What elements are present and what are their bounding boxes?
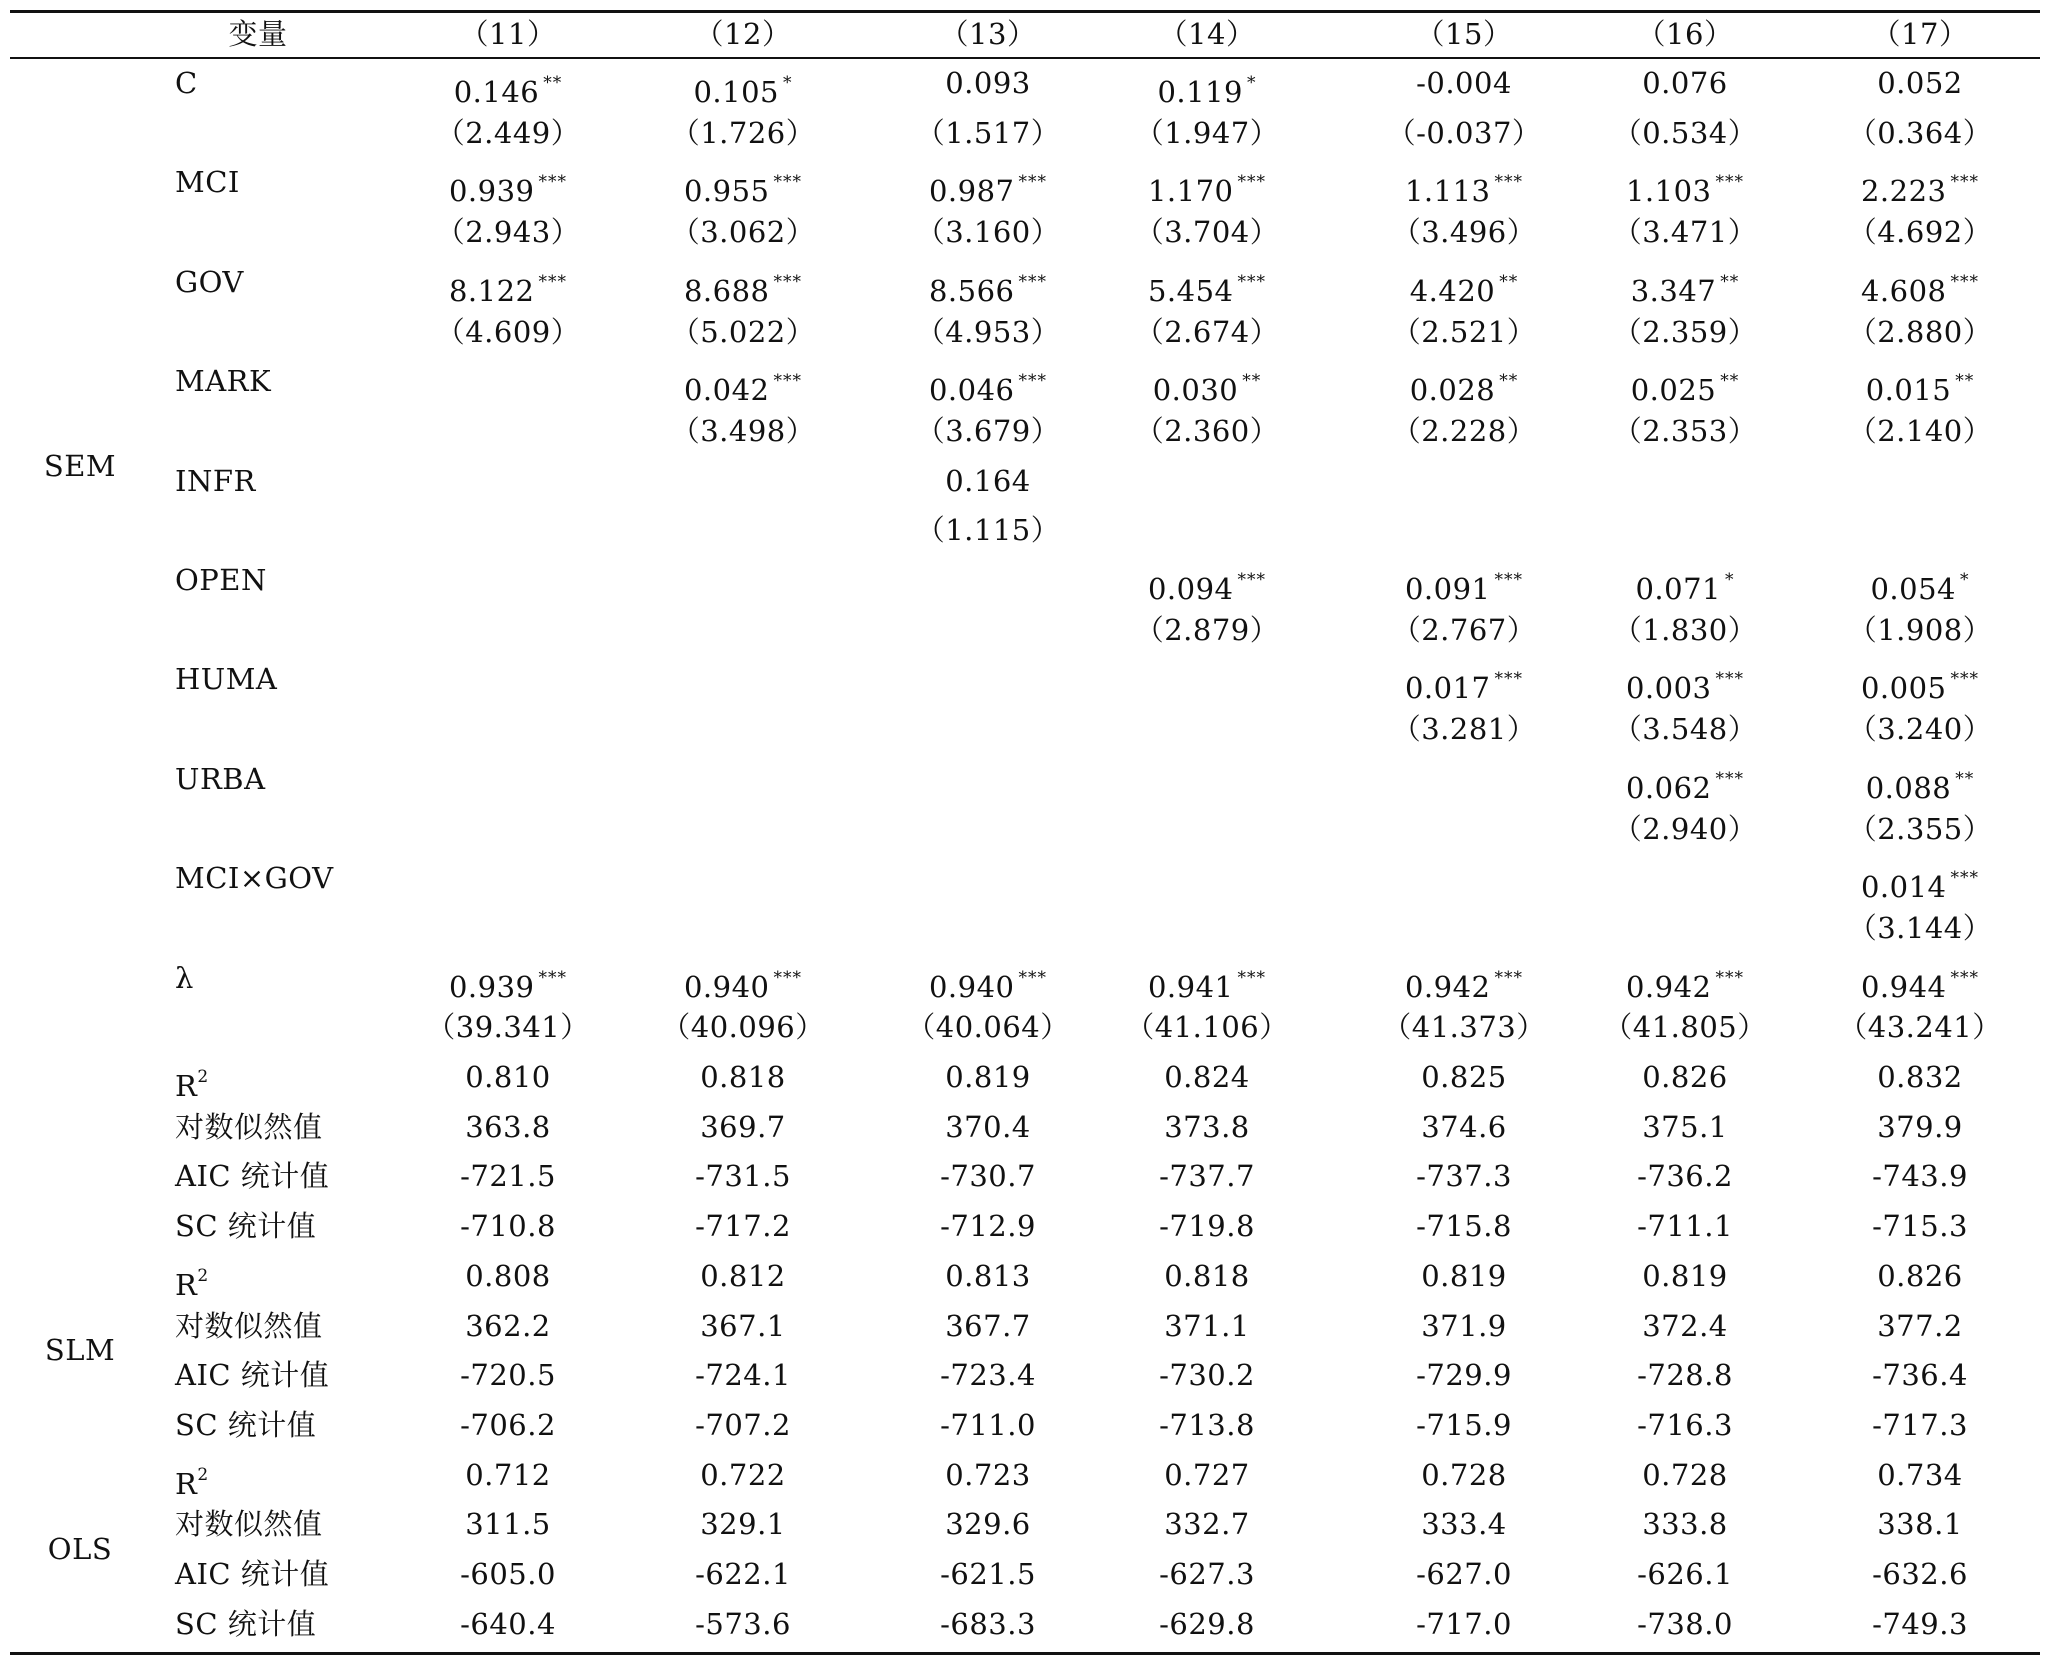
coef-value (1720, 63, 2048, 103)
var-label-huma: HUMA (175, 662, 278, 697)
significance-stars: ** (1955, 768, 1975, 789)
stat-value: 0.818 (700, 1060, 786, 1094)
coef-number: 0.944 (1860, 969, 1947, 1004)
t-statistic: （2.880） (1847, 314, 1993, 349)
stat-value: 367.7 (945, 1308, 1031, 1343)
t-statistic: （4.692） (1847, 215, 1993, 250)
stat-value: 0.819 (945, 1060, 1031, 1094)
stat-value: -731.5 (695, 1159, 791, 1194)
stat-label (175, 1355, 329, 1395)
stat-value: -721.5 (460, 1159, 556, 1194)
t-statistic: （3.281） (1391, 712, 1537, 747)
coef-number: 2.223 (1860, 174, 1947, 209)
stat-value: -737.7 (1159, 1159, 1255, 1194)
stat-value: 329.1 (700, 1507, 786, 1542)
stat-value: -710.8 (460, 1209, 556, 1244)
coef-value (1720, 262, 2048, 308)
stat-value: -629.8 (1159, 1606, 1255, 1641)
stat-value: 0.728 (1642, 1457, 1728, 1492)
significance-stars: *** (1950, 967, 1980, 988)
stat-value: 0.818 (1164, 1258, 1250, 1293)
coef-number: 0.088 (1865, 770, 1952, 805)
significance-stars: *** (1018, 271, 1048, 292)
t-statistic: （2.353） (1612, 413, 1758, 448)
stat-label-text: AIC 统计值 (175, 1358, 330, 1393)
t-statistic: （5.022） (670, 314, 816, 349)
t-statistic: （2.449） (435, 115, 581, 150)
t-statistic: （3.144） (1847, 910, 1993, 945)
coef-number: 0.940 (928, 969, 1015, 1004)
stat-label (175, 1504, 323, 1544)
stat-value: 0.734 (1877, 1457, 1963, 1492)
stat-value: -715.9 (1416, 1407, 1512, 1442)
stat-label (175, 1405, 316, 1445)
t-statistic: （3.679） (915, 413, 1061, 448)
stat-value: 0.812 (700, 1258, 786, 1293)
header-col-15: （15） (1415, 17, 1513, 51)
coef-number: 4.608 (1860, 273, 1947, 308)
t-statistic: （2.228） (1391, 413, 1537, 448)
significance-stars: *** (1494, 669, 1524, 690)
group-label-ols: OLS (47, 1532, 113, 1567)
significance-stars: *** (773, 967, 803, 988)
t-statistic: （2.674） (1134, 314, 1280, 349)
coef-number: 0.941 (1147, 969, 1234, 1004)
stat-value: -736.2 (1637, 1159, 1733, 1194)
stat-value: -715.8 (1416, 1209, 1512, 1244)
significance-stars: *** (1950, 172, 1980, 193)
stat-value: -730.7 (940, 1159, 1036, 1194)
header-col-14: （14） (1158, 17, 1256, 51)
coef-number: 0.025 (1630, 373, 1717, 408)
stat-value: -706.2 (460, 1407, 556, 1442)
stat-label-text: 对数似然值 (175, 1109, 323, 1144)
significance-stars: *** (1950, 271, 1980, 292)
t-statistic: （2.360） (1134, 413, 1280, 448)
header-col-17: （17） (1871, 17, 1969, 51)
var-label-c: C (175, 66, 198, 100)
var-label-open: OPEN (175, 563, 267, 597)
stat-label-sup: 2 (197, 1265, 209, 1286)
stat-label (175, 1604, 316, 1644)
stat-value: -737.3 (1416, 1159, 1512, 1194)
significance-stars: *** (773, 271, 803, 292)
stat-value: 0.810 (465, 1060, 551, 1094)
coef-number: -0.004 (1416, 66, 1512, 100)
coef-number: 0.955 (683, 174, 770, 209)
t-statistic: （41.106） (1125, 1010, 1289, 1045)
stat-value: -711.0 (940, 1407, 1036, 1442)
stat-value: -724.1 (695, 1358, 791, 1393)
t-statistic: （3.062） (670, 215, 816, 250)
significance-stars: *** (1237, 271, 1267, 292)
coef-value (1720, 858, 2048, 905)
t-statistic: （3.548） (1612, 712, 1758, 747)
stat-label-text: 对数似然值 (175, 1308, 323, 1343)
coef-number: 0.164 (945, 463, 1031, 498)
t-statistic: （40.064） (906, 1010, 1070, 1045)
stat-label-text: R (175, 1069, 198, 1103)
t-statistic: （1.830） (1612, 612, 1758, 647)
stat-value: 0.819 (1421, 1258, 1507, 1293)
stat-value: -627.0 (1416, 1557, 1512, 1591)
t-statistic: （1.726） (670, 115, 816, 150)
coef-number: 0.030 (1152, 373, 1239, 408)
stat-value: -683.3 (940, 1606, 1036, 1641)
coef-number: 0.094 (1147, 572, 1234, 606)
stat-value: 0.723 (945, 1457, 1031, 1492)
stat-label (175, 1554, 329, 1594)
significance-stars: *** (1715, 967, 1745, 988)
stat-label-text: AIC 统计值 (175, 1159, 330, 1194)
coef-number: 0.003 (1625, 671, 1712, 706)
t-statistic: （3.498） (670, 413, 816, 448)
t-statistic: （2.355） (1847, 811, 1993, 846)
significance-stars: * (1247, 73, 1257, 93)
stat-value: -719.8 (1159, 1209, 1255, 1244)
significance-stars: *** (1237, 967, 1267, 988)
coef-number: 0.939 (448, 174, 535, 209)
significance-stars: *** (538, 967, 568, 988)
coef-number: 8.122 (448, 273, 535, 308)
significance-stars: * (1725, 570, 1735, 590)
stat-value: -730.2 (1159, 1358, 1255, 1393)
stat-value: 0.712 (465, 1457, 551, 1492)
t-statistic: （4.609） (435, 314, 581, 349)
significance-stars: ** (1499, 371, 1519, 392)
stat-value: 370.4 (945, 1109, 1031, 1144)
stat-value: 311.5 (465, 1507, 551, 1542)
stat-value: -707.2 (695, 1407, 791, 1442)
significance-stars: * (1960, 570, 1970, 590)
stat-label-text: R (175, 1466, 198, 1501)
significance-stars: *** (1494, 967, 1524, 988)
stat-value: -738.0 (1637, 1606, 1733, 1641)
coef-number: 1.113 (1404, 174, 1491, 209)
coef-value (1720, 162, 2048, 209)
t-statistic: （1.517） (915, 115, 1061, 150)
coef-number: 5.454 (1147, 273, 1234, 308)
t-statistic: （0.534） (1612, 115, 1758, 150)
significance-stars: *** (1950, 868, 1980, 889)
header-col-13: （13） (939, 17, 1037, 51)
t-statistic: （3.496） (1391, 215, 1537, 250)
stat-value: 377.2 (1877, 1308, 1963, 1343)
var-label-mark: MARK (175, 364, 272, 399)
t-statistic: （3.240） (1847, 712, 1993, 747)
stat-label (175, 1156, 329, 1196)
stat-label (175, 1107, 323, 1147)
stat-label-text: 对数似然值 (175, 1507, 323, 1542)
stat-value: 0.826 (1642, 1060, 1728, 1094)
t-statistic: （2.767） (1391, 612, 1537, 647)
stat-value: 0.808 (465, 1258, 551, 1293)
header-col-16: （16） (1636, 17, 1734, 51)
stat-value: 0.727 (1164, 1457, 1250, 1492)
significance-stars: *** (1018, 172, 1048, 193)
stat-value: 369.7 (700, 1109, 786, 1144)
stat-value: -720.5 (460, 1358, 556, 1393)
significance-stars: *** (1018, 371, 1048, 392)
significance-stars: *** (1950, 669, 1980, 690)
header-variable: 变量 (228, 17, 288, 51)
stat-value: -621.5 (940, 1557, 1036, 1591)
coef-number: 0.015 (1865, 373, 1952, 408)
stat-value: -728.8 (1637, 1358, 1733, 1393)
coef-value (1720, 361, 2048, 408)
coef-number: 0.091 (1404, 572, 1491, 606)
header-rule (10, 57, 2040, 59)
significance-stars: *** (1494, 570, 1524, 590)
var-label-urba: URBA (175, 761, 266, 796)
stat-value: 375.1 (1642, 1109, 1728, 1144)
t-statistic: （3.160） (915, 215, 1061, 250)
significance-stars: ** (1720, 371, 1740, 392)
group-label-sem: SEM (43, 448, 117, 483)
significance-stars: ** (1955, 371, 1975, 392)
coef-number: 0.014 (1860, 870, 1947, 905)
stat-value: 338.1 (1877, 1507, 1963, 1542)
stat-value: -715.3 (1872, 1209, 1968, 1244)
t-statistic: （4.953） (915, 314, 1061, 349)
stat-value: 379.9 (1877, 1109, 1963, 1144)
coef-number: 0.987 (928, 174, 1015, 209)
stat-value: -632.6 (1872, 1557, 1968, 1591)
stat-value: 0.722 (700, 1457, 786, 1492)
stat-value: -627.3 (1159, 1557, 1255, 1591)
regression-table (10, 10, 2040, 1655)
stat-value: -622.1 (695, 1557, 791, 1591)
coef-number: 0.093 (945, 66, 1031, 100)
var-label-gov: GOV (175, 264, 244, 299)
stat-value: 0.826 (1877, 1258, 1963, 1293)
coef-number: 3.347 (1630, 273, 1717, 308)
coef-number: 0.942 (1625, 969, 1712, 1004)
stat-value: -723.4 (940, 1358, 1036, 1393)
significance-stars: * (783, 73, 793, 93)
t-statistic: （2.879） (1134, 612, 1280, 647)
stat-value: 332.7 (1164, 1507, 1250, 1542)
stat-value: -711.1 (1637, 1209, 1733, 1244)
significance-stars: *** (1494, 172, 1524, 193)
stat-value: -716.3 (1637, 1407, 1733, 1442)
coef-number: 8.566 (928, 273, 1015, 308)
stat-label (175, 1256, 209, 1302)
stat-value: -736.4 (1872, 1358, 1968, 1393)
stat-label-text: SC 统计值 (175, 1209, 317, 1244)
stat-value: -717.3 (1872, 1407, 1968, 1442)
stat-value: -717.0 (1416, 1606, 1512, 1641)
stat-value: 363.8 (465, 1109, 551, 1144)
bottom-rule (10, 1652, 2040, 1655)
stat-value: 0.832 (1877, 1060, 1963, 1094)
stat-value: 329.6 (945, 1507, 1031, 1542)
t-statistic: （43.241） (1838, 1010, 2002, 1045)
stat-value: 373.8 (1164, 1109, 1250, 1144)
coef-number: 0.119 (1157, 75, 1244, 109)
stat-value: -640.4 (460, 1606, 556, 1641)
stat-value: 374.6 (1421, 1109, 1507, 1144)
significance-stars: *** (538, 172, 568, 193)
header-col-11: （11） (459, 17, 557, 51)
coef-value (1720, 958, 2048, 1004)
stat-label (175, 1455, 209, 1501)
coef-number: 0.052 (1877, 66, 1963, 100)
stat-value: -713.8 (1159, 1407, 1255, 1442)
coef-number: 0.042 (683, 373, 770, 408)
stat-label-text: SC 统计值 (175, 1407, 317, 1442)
significance-stars: *** (1715, 768, 1745, 789)
stat-value: -749.3 (1872, 1606, 1968, 1641)
coef-number: 0.146 (453, 75, 540, 109)
significance-stars: *** (1237, 570, 1267, 590)
significance-stars: *** (1715, 669, 1745, 690)
coef-number: 0.046 (928, 373, 1015, 408)
var-label-mcigov: MCI×GOV (175, 861, 334, 896)
var-label-: λ (175, 960, 194, 995)
coef-number: 0.076 (1642, 66, 1728, 100)
coef-number: 0.940 (683, 969, 770, 1004)
t-statistic: （41.373） (1382, 1010, 1546, 1045)
t-statistic: （3.704） (1134, 215, 1280, 250)
stat-value: 0.813 (945, 1258, 1031, 1293)
stat-label-text: AIC 统计值 (175, 1557, 330, 1591)
t-statistic: （1.908） (1847, 612, 1993, 647)
coef-number: 8.688 (683, 273, 770, 308)
header-col-12: （12） (694, 17, 792, 51)
stat-value: -717.2 (695, 1209, 791, 1244)
coef-number: 0.942 (1404, 969, 1491, 1004)
t-statistic: （2.140） (1847, 413, 1993, 448)
coef-number: 0.005 (1860, 671, 1947, 706)
coef-value (1720, 560, 2048, 606)
stat-value: -605.0 (460, 1557, 556, 1591)
t-statistic: （2.521） (1391, 314, 1537, 349)
t-statistic: （3.471） (1612, 215, 1758, 250)
t-statistic: （2.940） (1612, 811, 1758, 846)
coef-number: 0.028 (1409, 373, 1496, 408)
stat-value: 372.4 (1642, 1308, 1728, 1343)
coef-number: 1.103 (1625, 174, 1712, 209)
t-statistic: （1.115） (915, 513, 1061, 548)
significance-stars: ** (1499, 271, 1519, 292)
var-label-infr: INFR (175, 463, 256, 498)
significance-stars: *** (1715, 172, 1745, 193)
t-statistic: （39.341） (426, 1010, 590, 1045)
significance-stars: *** (773, 172, 803, 193)
stat-value: -743.9 (1872, 1159, 1968, 1194)
significance-stars: *** (1018, 967, 1048, 988)
significance-stars: ** (1720, 271, 1740, 292)
coef-value (1720, 659, 2048, 706)
stat-value: 371.9 (1421, 1308, 1507, 1343)
coef-number: 1.170 (1147, 174, 1234, 209)
top-rule (10, 10, 2040, 13)
stat-value: 333.8 (1642, 1507, 1728, 1542)
significance-stars: ** (543, 73, 563, 93)
t-statistic: （0.364） (1847, 115, 1993, 150)
stat-value: 0.728 (1421, 1457, 1507, 1492)
significance-stars: *** (773, 371, 803, 392)
coef-value (1720, 759, 2048, 805)
stat-value: 0.824 (1164, 1060, 1250, 1094)
t-statistic: （2.359） (1612, 314, 1758, 349)
stat-label-text: SC 统计值 (175, 1606, 317, 1641)
coef-number: 0.105 (693, 75, 780, 109)
t-statistic: （2.943） (435, 215, 581, 250)
stat-label-sup: 2 (197, 1067, 209, 1087)
stat-value: 367.1 (700, 1308, 786, 1343)
stat-label (175, 1206, 316, 1246)
significance-stars: ** (1242, 371, 1262, 392)
stat-value: -626.1 (1637, 1557, 1733, 1591)
t-statistic: （1.947） (1134, 115, 1280, 150)
coef-value (788, 461, 1188, 501)
coef-number: 0.939 (448, 969, 535, 1004)
stat-label-text: R (175, 1267, 198, 1302)
stat-value: 0.819 (1642, 1258, 1728, 1293)
significance-stars: *** (538, 271, 568, 292)
stat-value: 333.4 (1421, 1507, 1507, 1542)
coef-number: 0.071 (1635, 572, 1722, 606)
stat-value: -712.9 (940, 1209, 1036, 1244)
coef-number: 0.062 (1625, 770, 1712, 805)
stat-label (175, 1306, 323, 1346)
stat-value: -573.6 (695, 1606, 791, 1641)
stat-label (175, 1057, 209, 1103)
significance-stars: *** (1237, 172, 1267, 193)
t-statistic: （41.805） (1603, 1010, 1767, 1045)
coef-number: 4.420 (1409, 273, 1496, 308)
group-label-slm: SLM (44, 1333, 116, 1368)
coef-number: 0.017 (1404, 671, 1491, 706)
stat-value: 0.825 (1421, 1060, 1507, 1094)
stat-value: -729.9 (1416, 1358, 1512, 1393)
stat-value: 362.2 (465, 1308, 551, 1343)
t-statistic: （-0.037） (1386, 115, 1542, 150)
stat-value: 371.1 (1164, 1308, 1250, 1343)
t-statistic: （40.096） (661, 1010, 825, 1045)
var-label-mci: MCI (175, 165, 240, 200)
stat-label-sup: 2 (197, 1464, 209, 1485)
coef-number: 0.054 (1870, 572, 1957, 606)
